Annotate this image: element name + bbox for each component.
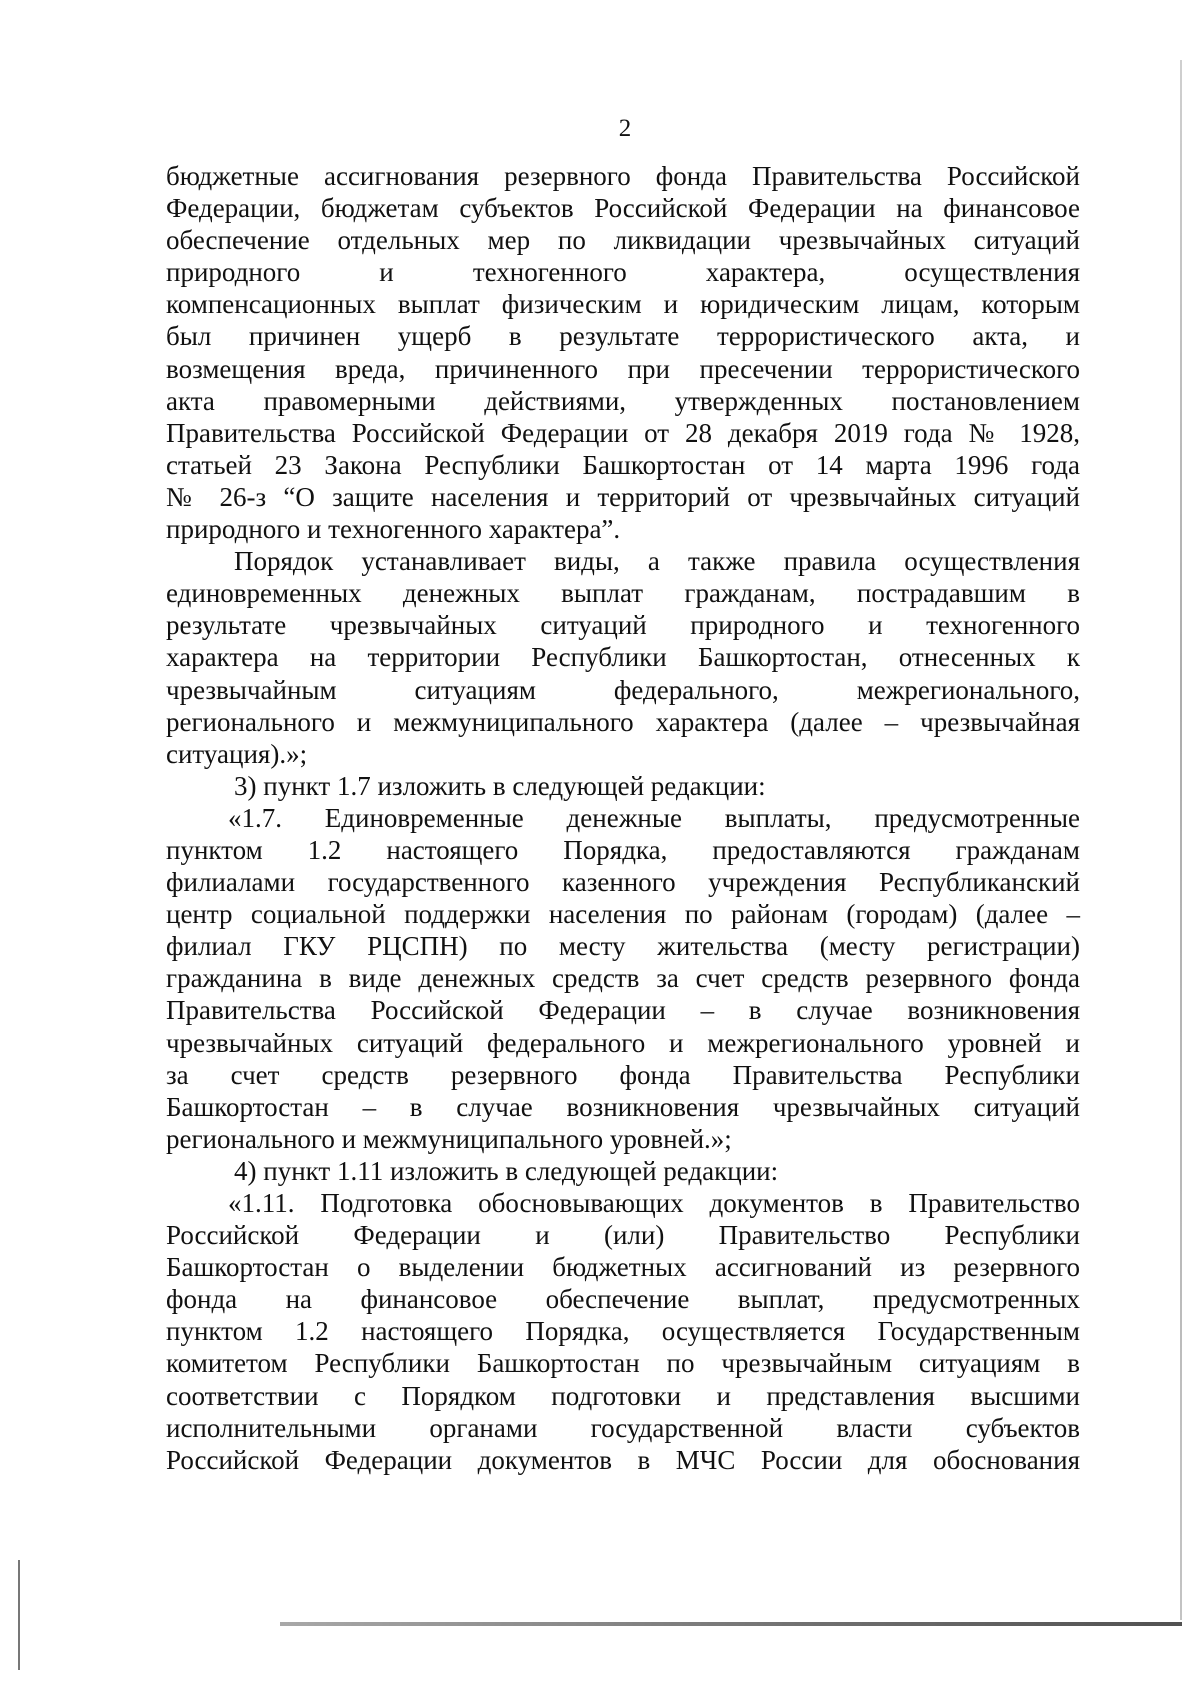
text-line: акта правомерными действиями, утвержденных постановлением	[166, 385, 1080, 416]
text-line: Башкортостан – в случае возникновения чрезвычайных ситуаций	[166, 1091, 1080, 1122]
text-line: природного и техногенного характера, осуществления	[166, 257, 1080, 288]
text-line: соответствии с Порядком подготовки и представления высшими	[166, 1380, 1080, 1411]
text-line: Российской Федерации и (или) Правительство Республики	[166, 1220, 1080, 1251]
text-line: филиал ГКУ РЦСПН) по месту жительства (месту регистрации)	[166, 931, 1080, 962]
text-line: статьей 23 Закона Республики Башкортостан от 14 марта 1996 года	[166, 449, 1080, 480]
text-line: Правительства Российской Федерации – в случае возникновения	[166, 995, 1080, 1026]
text-line: чрезвычайных ситуаций федерального и межрегионального уровней и	[166, 1027, 1080, 1058]
text-line: фонда на финансовое обеспечение выплат, предусмотренных	[166, 1284, 1080, 1315]
text-line: гражданина в виде денежных средств за счет средств резервного фонда	[166, 963, 1080, 994]
text-line: 4) пункт 1.11 изложить в следующей редакции:	[234, 1155, 779, 1186]
text-line: возмещения вреда, причиненного при пресечении террористического	[166, 353, 1080, 384]
scan-edge-left	[18, 1560, 20, 1670]
text-line: «1.7. Единовременные денежные выплаты, предусмотренные	[228, 802, 1080, 833]
scan-edge-right	[1180, 60, 1182, 1620]
text-line: «1.11. Подготовка обосновывающих документов в Правительство	[228, 1188, 1080, 1218]
text-line: Порядок устанавливает виды, а также правила осуществления	[234, 546, 1080, 577]
text-line: регионального и межмуниципального характера (далее – чрезвычайная	[166, 706, 1080, 737]
scan-edge-bottom	[280, 1622, 1182, 1626]
text-line: обеспечение отдельных мер по ликвидации чрезвычайных ситуаций	[166, 225, 1080, 256]
text-line: Российской Федерации документов в МЧС России для обоснования	[166, 1444, 1080, 1475]
text-line: Федерации, бюджетам субъектов Российской Федерации на финансовое	[166, 193, 1080, 224]
text-line: чрезвычайным ситуациям федерального, межрегионального,	[166, 674, 1080, 705]
text-line: комитетом Республики Башкортостан по чрезвычайным ситуациям в	[166, 1348, 1080, 1379]
text-line: за счет средств резервного фонда Правительства Республики	[166, 1059, 1080, 1090]
text-line: бюджетные ассигнования резервного фонда Правительства Российской	[166, 161, 1080, 191]
text-line: был причинен ущерб в результате террористического акта, и	[166, 321, 1080, 352]
text-line: регионального и межмуниципального уровней.»;	[166, 1123, 732, 1154]
text-line: филиалами государственного казенного учреждения Республиканский	[166, 867, 1080, 898]
text-line: исполнительными органами государственной власти субъектов	[166, 1412, 1080, 1443]
text-line: центр социальной поддержки населения по районам (городам) (далее –	[166, 899, 1080, 930]
text-line: единовременных денежных выплат гражданам, пострадавшим в	[166, 578, 1080, 609]
text-line: 3) пункт 1.7 изложить в следующей редакции:	[234, 770, 766, 801]
text-line: пунктом 1.2 настоящего Порядка, осуществляется Государственным	[166, 1316, 1080, 1347]
text-line: Башкортостан о выделении бюджетных ассигнований из резервного	[166, 1252, 1080, 1283]
text-line: ситуация).»;	[166, 738, 308, 769]
document-body	[166, 160, 1080, 1476]
text-line: пунктом 1.2 настоящего Порядка, предоставляются гражданам	[166, 834, 1080, 865]
text-line: природного и техногенного характера”.	[166, 514, 621, 545]
page-number: 2	[618, 115, 632, 142]
text-line: № 26-з “О защите населения и территорий от чрезвычайных ситуаций	[166, 481, 1080, 512]
text-line: результате чрезвычайных ситуаций природного и техногенного	[166, 610, 1080, 641]
text-line: характера на территории Республики Башкортостан, отнесенных к	[166, 642, 1080, 673]
text-line: Правительства Российской Федерации от 28 декабря 2019 года № 1928,	[166, 417, 1080, 448]
text-line: компенсационных выплат физическим и юридическим лицам, которым	[166, 289, 1080, 320]
